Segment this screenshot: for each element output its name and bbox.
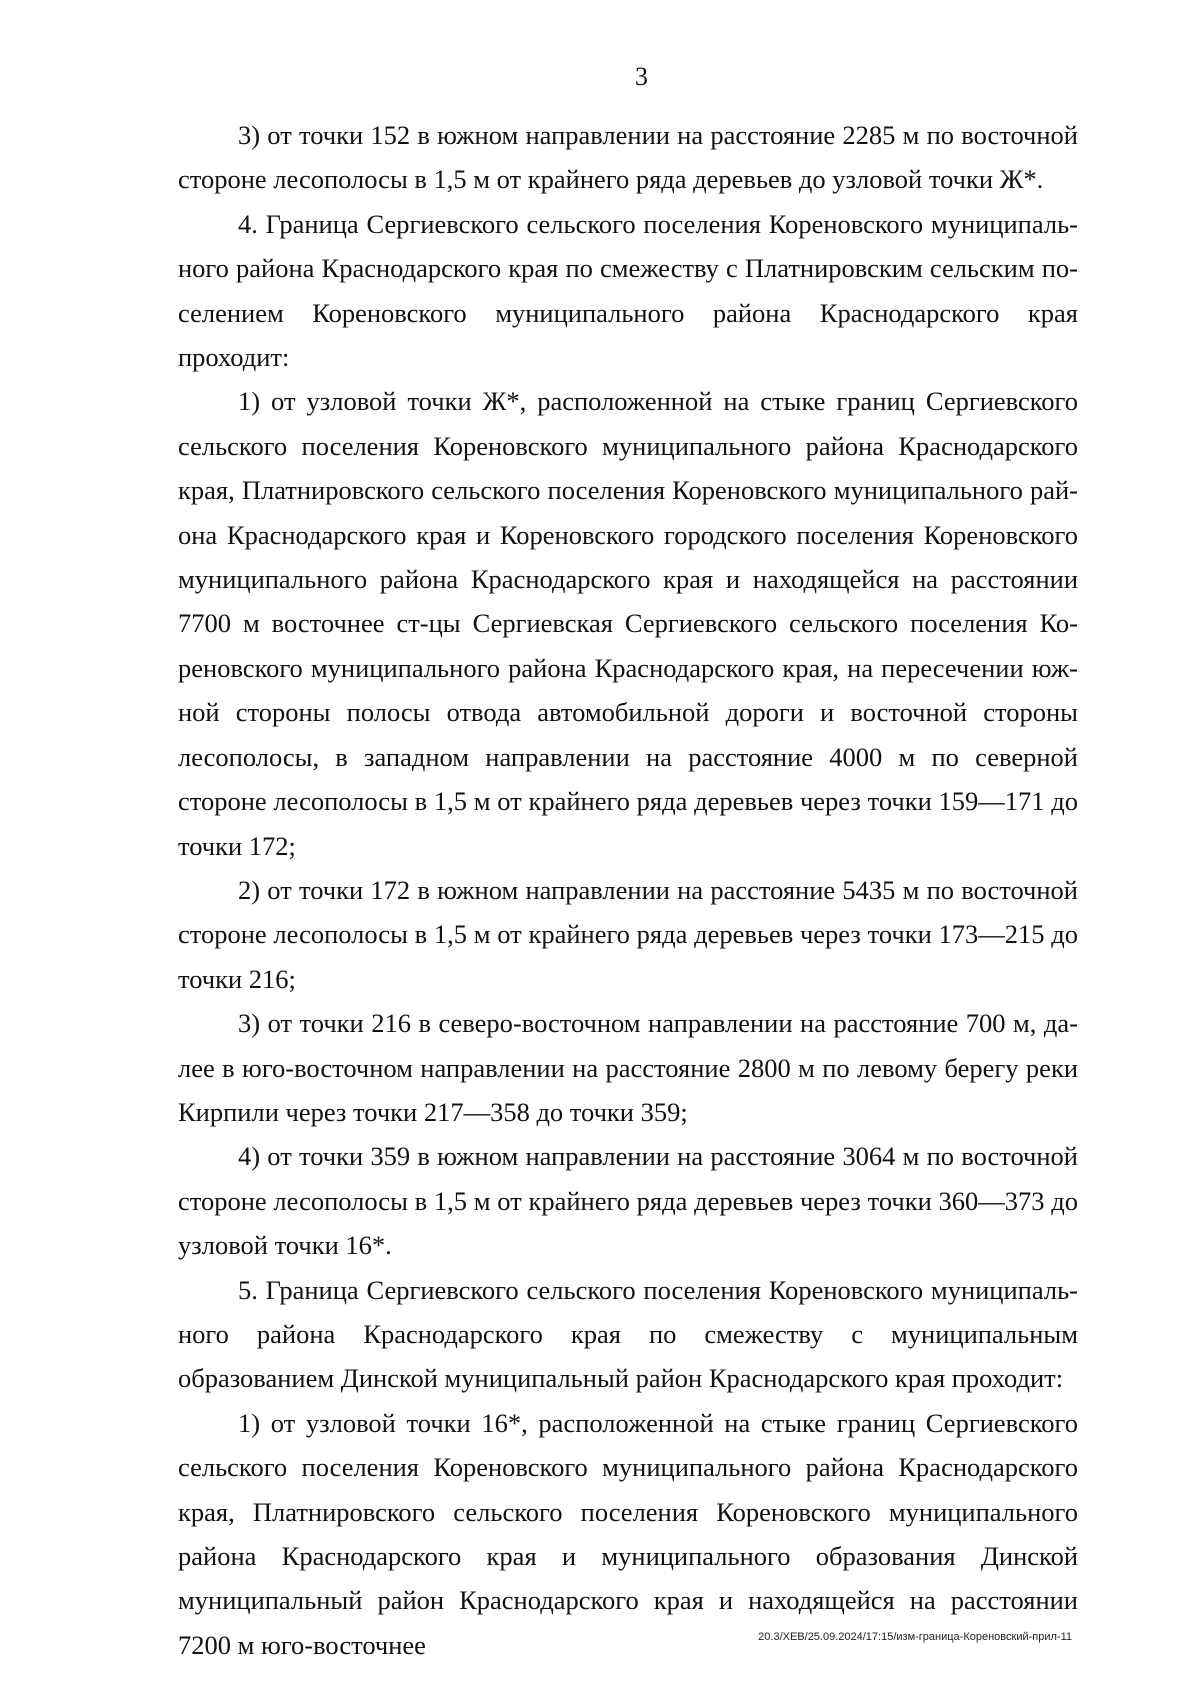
paragraph: 4) от точки 359 в южном направлении на расстояние 3064 м по восточной стороне лесополосы в 1,5 м от крайнего ряда деревьев через точки 360—373 до узловой точки 16*. [178, 1141, 1078, 1261]
document-body [178, 113, 1078, 1667]
paragraph: 2) от точки 172 в южном направлении на расстояние 5435 м по восточной стороне лесополосы в 1,5 м от крайнего ряда деревьев через точки 173—215 до точки 216; [178, 874, 1078, 994]
paragraph: 3) от точки 152 в южном направлении на расстояние 2285 м по восточной стороне лесополосы в 1,5 м от крайнего ряда деревьев до узловой точки Ж*. [178, 120, 1078, 195]
paragraph: 1) от узловой точки 16*, расположенной на стыке границ Сергиевского сельского поселения Кореновского муниципального района Краснодарского края, Платнировского сельского поселения Кореновского муниципального района Краснодарского края и муниципального образования Динской муниципальный район Краснодарского края и находящейся на расстоянии 7200 м юго-восточнее [178, 1407, 1078, 1660]
document-footer-code: 20.3/ХЕВ/25.09.2024/17:15/изм-граница-Кореновский-прил-11 [758, 1631, 1072, 1643]
page-number: 3 [635, 62, 648, 91]
paragraph: 4. Граница Сергиевского сельского поселения Кореновского муниципального района Краснодарского края по смежеству с Платнировским сельским поселением Кореновского муниципального района Краснодарского края проходит: [178, 208, 1078, 373]
paragraph: 5. Граница Сергиевского сельского поселения Кореновского муниципального района Краснодарского края по смежеству с муниципальным образованием Динской муниципальный район Краснодарского края проходит: [178, 1274, 1078, 1394]
paragraph: 1) от узловой точки Ж*, расположенной на стыке границ Сергиевского сельского поселения Кореновского муниципального района Краснодарского края, Платнировского сельского поселения Кореновского муниципального района Краснодарского края и Кореновского городского поселения Кореновского муниципального района Краснодарского края и находящейся на расстоянии 7700 м восточнее ст-цы Сергиевская Сергиевского сельского поселения Кореновского муниципального района Краснодарского края, на пересечении южной стороны полосы отвода автомобильной дороги и восточной стороны лесополосы, в западном направлении на расстояние 4000 м по северной стороне лесополосы в 1,5 м от крайнего ряда деревьев через точки 159—171 до точки 172; [178, 386, 1078, 861]
paragraph: 3) от точки 216 в северо-восточном направлении на расстояние 700 м, далее в юго-восточном направлении на расстояние 2800 м по левому берегу реки Кирпили через точки 217—358 до точки 359; [178, 1008, 1078, 1127]
